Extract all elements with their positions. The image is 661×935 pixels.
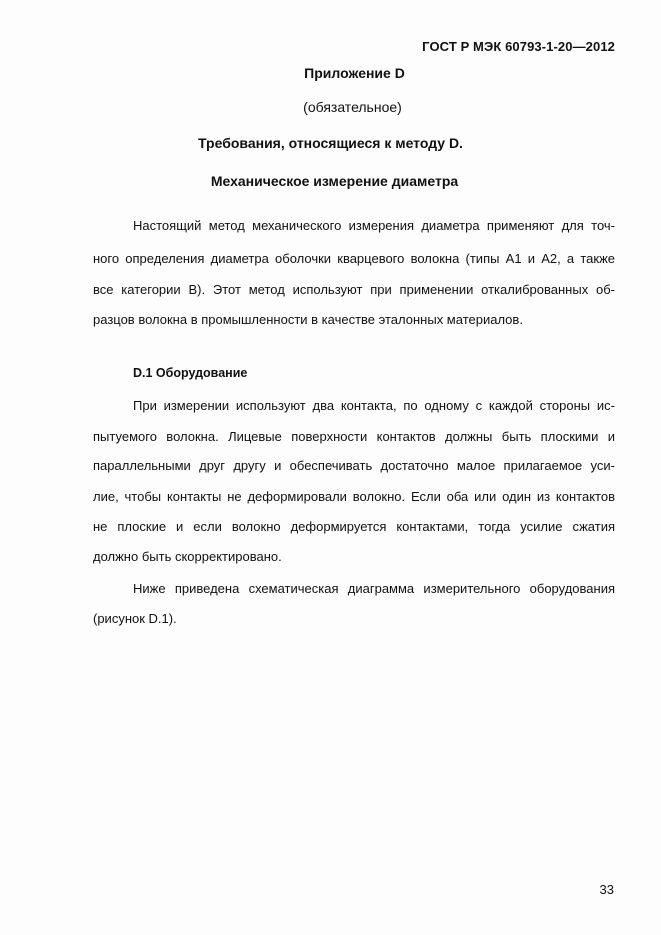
section-heading: D.1 Оборудование: [133, 366, 248, 380]
paragraph-line: пытуемого волокна. Лицевые поверхности контактов должны быть плоскими и: [93, 429, 615, 444]
paragraph-line: ного определения диаметра оболочки кварцевого волокна (типы А1 и А2, а также: [93, 251, 615, 266]
paragraph-line: разцов волокна в промышленности в качестве эталонных материалов.: [93, 312, 523, 327]
paragraph-line: лие, чтобы контакты не деформировали волокно. Если оба или один из контактов: [93, 489, 615, 504]
appendix-status: (обязательное): [303, 99, 402, 115]
document-standard-id: ГОСТ Р МЭК 60793-1-20—2012: [422, 39, 615, 54]
paragraph-line: все категории В). Этот метод используют при применении откалиброванных об-: [93, 282, 615, 297]
paragraph-line: При измерении используют два контакта, по одному с каждой стороны ис-: [133, 398, 615, 413]
paragraph-line: не плоские и если волокно деформируется контактами, тогда усилие сжатия: [93, 519, 615, 534]
paragraph-line: параллельными друг другу и обеспечивать достаточно малое прилагаемое уси-: [93, 458, 615, 473]
paragraph-line: (рисунок D.1).: [93, 611, 177, 626]
paragraph-line: Ниже приведена схематическая диаграмма измерительного оборудования: [133, 581, 615, 596]
method-title: Механическое измерение диаметра: [210, 173, 459, 189]
paragraph-line: Настоящий метод механического измерения диаметра применяют для точ-: [133, 218, 615, 233]
paragraph-line: должно быть скорректировано.: [93, 549, 282, 564]
requirements-title: Требования, относящиеся к методу D.: [198, 135, 463, 151]
page-number: 33: [599, 882, 614, 897]
appendix-title: Приложение D: [304, 65, 405, 81]
